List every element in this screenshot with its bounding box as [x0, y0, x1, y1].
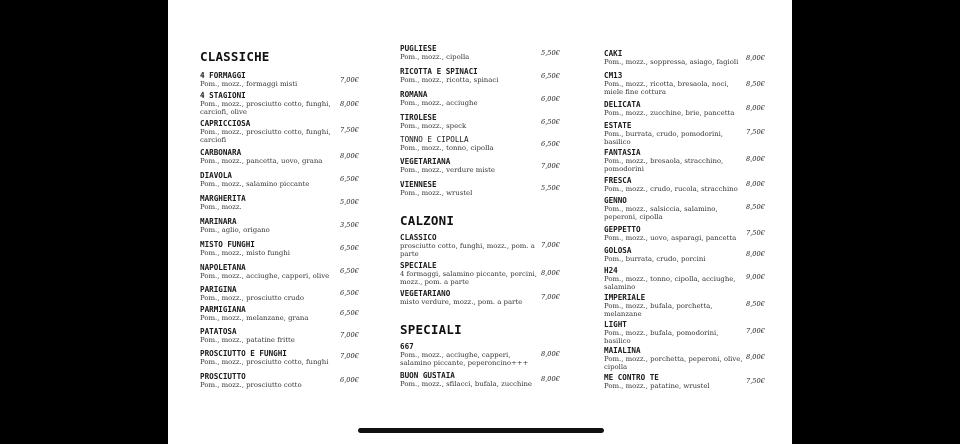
home-indicator[interactable]: [358, 428, 604, 433]
item-description: Pom., mozz., verdure miste: [400, 166, 495, 174]
item-price: 5,50€: [541, 184, 560, 192]
item-name: LIGHT: [604, 320, 627, 329]
item-name: PUGLIESE: [400, 44, 437, 53]
item-name: CARBONARA: [200, 148, 242, 157]
item-description: Pom., mozz., ricotta, bresaola, noci, miele fine cottura: [604, 80, 729, 97]
item-price: 6,50€: [340, 244, 359, 252]
item-name: ROMANA: [400, 90, 428, 99]
column-middle: [374, 0, 582, 444]
item-name: VEGETARIANA: [400, 157, 451, 166]
item-price: 8,00€: [746, 353, 765, 361]
item-price: 7,50€: [746, 377, 765, 385]
item-name: MAIALINA: [604, 346, 641, 355]
item-description: Pom., mozz., tonno, cipolla, acciughe, salamino: [604, 275, 736, 292]
column-classiche: [168, 0, 374, 444]
item-name: CM13: [604, 71, 623, 80]
item-price: 8,00€: [746, 180, 765, 188]
item-name: ME CONTRO TE: [604, 373, 659, 382]
item-price: 7,00€: [340, 76, 359, 84]
item-description: Pom., mozz., uovo, asparagi, pancetta: [604, 234, 737, 242]
item-price: 6,50€: [340, 289, 359, 297]
item-description: Pom., mozz., acciughe, capperi, olive: [200, 272, 330, 280]
menu-item: [200, 91, 370, 116]
item-price: 7,00€: [541, 241, 560, 249]
menu-item: [400, 67, 580, 84]
item-name: CAKI: [604, 49, 623, 58]
menu-item: [400, 289, 580, 306]
item-price: 8,50€: [746, 203, 765, 211]
item-price: 7,50€: [340, 126, 359, 134]
item-description: Pom., mozz., porchetta, peperoni, olive, cipolla: [604, 355, 743, 372]
menu-item: [200, 119, 370, 144]
item-price: 8,50€: [746, 300, 765, 308]
menu-item: [400, 233, 580, 258]
item-name: MARINARA: [200, 217, 237, 226]
item-description: misto verdure, mozz., pom. a parte: [400, 298, 523, 306]
item-description: Pom., mozz., bresaola, stracchino, pomodorini: [604, 157, 724, 174]
item-price: 8,00€: [746, 250, 765, 258]
item-price: 8,00€: [541, 269, 560, 277]
item-description: Pom., mozz., zucchine, brie, pancetta: [604, 109, 735, 117]
item-name: TONNO E CIPOLLA: [400, 135, 469, 144]
item-description: Pom., mozz., pancetta, uovo, grana: [200, 157, 323, 165]
item-description: Pom., mozz., acciughe, capperi, salamino piccante, peperoncino+++: [400, 351, 529, 368]
item-name: FANTASIA: [604, 148, 641, 157]
menu-item: [400, 371, 580, 388]
item-price: 5,00€: [340, 198, 359, 206]
item-price: 8,00€: [746, 54, 765, 62]
item-price: 7,00€: [746, 327, 765, 335]
item-name: 667: [400, 342, 414, 351]
item-description: Pom., burrata, crudo, porcini: [604, 255, 706, 263]
item-name: MISTO FUNGHI: [200, 240, 255, 249]
item-name: SPECIALE: [400, 261, 437, 270]
item-price: 6,50€: [340, 309, 359, 317]
item-price: 7,00€: [340, 331, 359, 339]
item-price: 6,50€: [541, 118, 560, 126]
item-name: GOLOSA: [604, 246, 632, 255]
menu-item: [200, 240, 370, 257]
column-right: [582, 0, 792, 444]
menu-item: [604, 266, 790, 291]
menu-page: [168, 0, 792, 444]
item-price: 6,50€: [340, 175, 359, 183]
item-name: PARMIGIANA: [200, 305, 246, 314]
item-price: 7,00€: [541, 162, 560, 170]
item-name: CLASSICO: [400, 233, 437, 242]
item-name: PROSCIUTTO: [200, 372, 246, 381]
item-name: TIROLESE: [400, 113, 437, 122]
section-title-calzoni: CALZONI: [400, 213, 455, 228]
item-price: 6,00€: [340, 376, 359, 384]
item-name: GENNO: [604, 196, 627, 205]
item-price: 8,50€: [746, 80, 765, 88]
menu-item: [200, 327, 370, 344]
item-description: Pom., mozz., bufala, porchetta, melanzane: [604, 302, 713, 319]
menu-item: [604, 148, 790, 173]
menu-item: [604, 49, 790, 66]
menu-item: [604, 196, 790, 221]
menu-item: [400, 44, 580, 61]
item-description: Pom., mozz., misto funghi: [200, 249, 290, 257]
menu-item: [604, 225, 790, 242]
item-description: Pom., mozz., prosciutto cotto, funghi, carciofi, olive: [200, 100, 331, 117]
menu-item: [200, 194, 370, 211]
menu-item: [200, 217, 370, 234]
menu-item: [604, 320, 790, 345]
item-price: 3,50€: [340, 221, 359, 229]
item-name: BUON GUSTAIA: [400, 371, 455, 380]
item-price: 8,00€: [541, 375, 560, 383]
menu-item: [400, 261, 580, 286]
menu-item: [200, 305, 370, 322]
menu-item: [400, 90, 580, 107]
menu-item: [604, 176, 790, 193]
menu-item: [604, 293, 790, 318]
menu-item: [604, 346, 790, 371]
item-description: Pom., mozz., formaggi misti: [200, 80, 298, 88]
item-name: GEPPETTO: [604, 225, 641, 234]
item-name: PARIGINA: [200, 285, 237, 294]
item-name: 4 FORMAGGI: [200, 71, 246, 80]
menu-item: [200, 71, 370, 88]
item-name: MARGHERITA: [200, 194, 246, 203]
menu-item: [604, 121, 790, 146]
item-price: 6,00€: [541, 95, 560, 103]
item-price: 9,00€: [746, 273, 765, 281]
item-price: 7,50€: [746, 128, 765, 136]
item-name: H24: [604, 266, 618, 275]
item-name: VIENNESE: [400, 180, 437, 189]
item-description: prosciutto cotto, funghi, mozz., pom. a parte: [400, 242, 535, 259]
menu-item: [200, 171, 370, 188]
item-name: IMPERIALE: [604, 293, 646, 302]
menu-item: [400, 342, 580, 367]
item-price: 8,00€: [340, 152, 359, 160]
section-title-speciali: SPECIALI: [400, 322, 462, 337]
item-name: ESTATE: [604, 121, 632, 130]
menu-item: [604, 373, 790, 390]
item-description: Pom., mozz., melanzane, grana: [200, 314, 309, 322]
item-description: Pom., burrata, crudo, pomodorini, basilico: [604, 130, 724, 147]
item-name: NAPOLETANA: [200, 263, 246, 272]
menu-item: [604, 100, 790, 117]
item-price: 7,00€: [541, 293, 560, 301]
menu-item: [200, 349, 370, 366]
item-name: DELICATA: [604, 100, 641, 109]
item-description: Pom., mozz., prosciutto cotto, funghi, carciofi: [200, 128, 331, 145]
item-description: Pom., mozz., ricotta, spinaci: [400, 76, 499, 84]
menu-item: [400, 113, 580, 130]
item-description: Pom., mozz., bufala, pomodorini, basilico: [604, 329, 719, 346]
item-description: 4 formaggi, salamino piccante, porcini, mozz., pom. a parte: [400, 270, 537, 287]
menu-item: [400, 180, 580, 197]
item-name: PATATOSA: [200, 327, 237, 336]
item-name: FRESCA: [604, 176, 632, 185]
item-description: Pom., mozz.: [200, 203, 242, 211]
item-description: Pom., mozz., salsiccia, salamino, peperoni, cipolla: [604, 205, 718, 222]
item-price: 6,50€: [541, 72, 560, 80]
item-name: 4 STAGIONI: [200, 91, 246, 100]
item-description: Pom., mozz., tonno, cipolla: [400, 144, 494, 152]
menu-item: [604, 246, 790, 263]
item-name: RICOTTA E SPINACI: [400, 67, 478, 76]
item-name: DIAVOLA: [200, 171, 233, 180]
item-name: VEGETARIANO: [400, 289, 451, 298]
menu-item: [604, 71, 790, 96]
menu-item: [400, 157, 580, 174]
item-price: 8,00€: [746, 104, 765, 112]
item-description: Pom., mozz., prosciutto crudo: [200, 294, 305, 302]
item-price: 7,50€: [746, 229, 765, 237]
item-description: Pom., mozz., prosciutto cotto: [200, 381, 302, 389]
item-description: Pom., mozz., patatine, wrustel: [604, 382, 710, 390]
item-description: Pom., mozz., acciughe: [400, 99, 478, 107]
item-price: 6,50€: [340, 267, 359, 275]
menu-item: [200, 285, 370, 302]
item-description: Pom., mozz., salamino piccante: [200, 180, 310, 188]
item-price: 7,00€: [340, 352, 359, 360]
menu-item: [200, 263, 370, 280]
item-description: Pom., mozz., wrustel: [400, 189, 473, 197]
item-description: Pom., aglio, origano: [200, 226, 270, 234]
item-description: Pom., mozz., sfilacci, bufala, zucchine: [400, 380, 533, 388]
item-price: 8,00€: [746, 155, 765, 163]
item-description: Pom., mozz., patatine fritte: [200, 336, 295, 344]
item-description: Pom., mozz., cipolla: [400, 53, 470, 61]
item-description: Pom., mozz., soppressa, asiago, fagioli: [604, 58, 739, 66]
item-description: Pom., mozz., prosciutto cotto, funghi: [200, 358, 329, 366]
item-price: 8,00€: [541, 350, 560, 358]
section-title-classiche: CLASSICHE: [200, 49, 270, 64]
item-price: 8,00€: [340, 100, 359, 108]
item-name: PROSCIUTTO E FUNGHI: [200, 349, 287, 358]
item-description: Pom., mozz., speck: [400, 122, 467, 130]
item-price: 5,50€: [541, 49, 560, 57]
item-description: Pom., mozz., crudo, rucola, stracchino: [604, 185, 738, 193]
item-price: 6,50€: [541, 140, 560, 148]
menu-item: [200, 148, 370, 165]
item-name: CAPRICCIOSA: [200, 119, 251, 128]
menu-item: [200, 372, 370, 389]
menu-item: [400, 135, 580, 152]
